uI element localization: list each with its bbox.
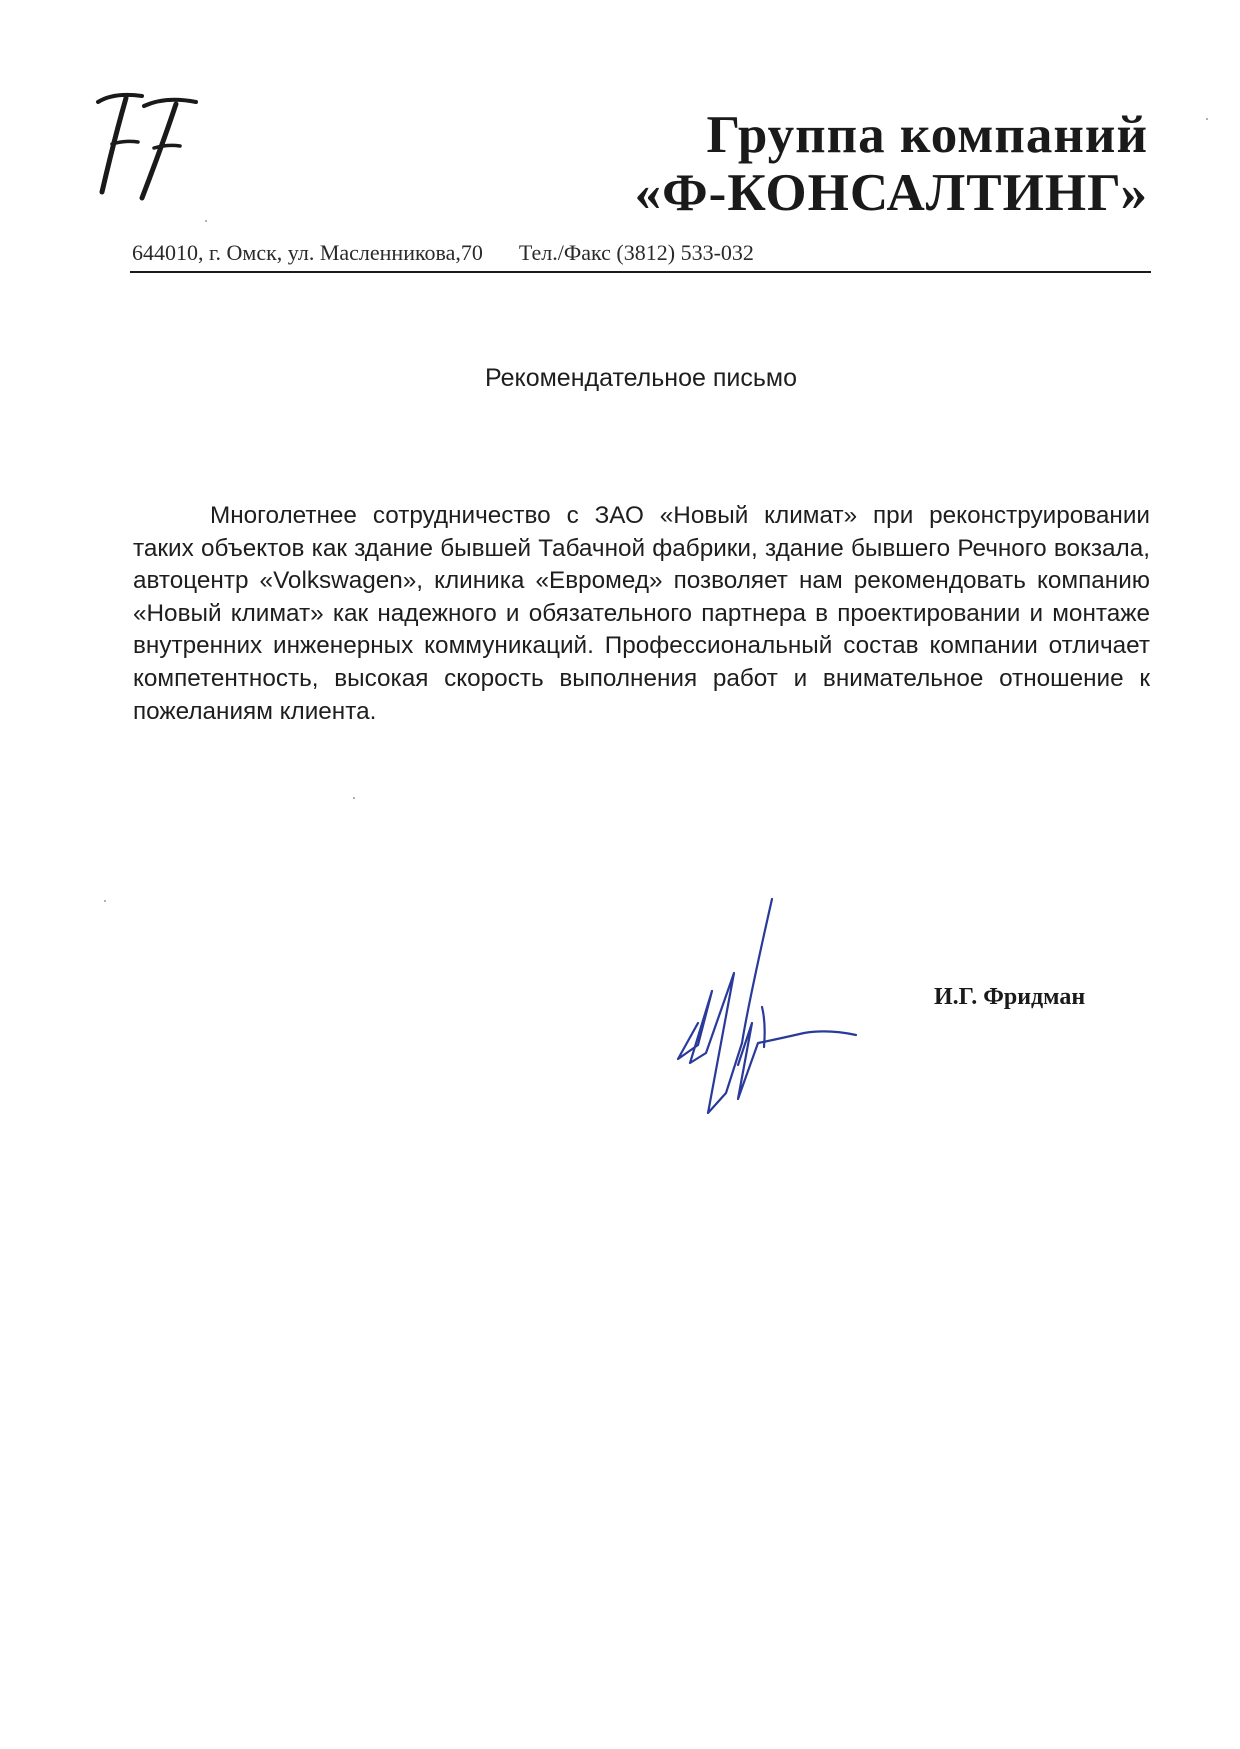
header-divider <box>130 271 1151 273</box>
company-name-line2: «Ф-КОНСАЛТИНГ» <box>634 164 1148 222</box>
company-name-line1: Группа компаний <box>706 106 1148 164</box>
letter-body: Многолетнее сотрудничество с ЗАО «Новый климат» при реконструировании таких объектов как здание бывшей Табачной фабрики, здание бывшего Речного вокзала, автоцентр «Volkswagen», клиника «Евромед» позволяет нам рекомендовать компанию «Новый климат» как надежного и обязательного партнера в проектировании и монтаже внутренних инженерных коммуникаций. Профессиональный состав компании отличает компетентность, высокая скорость выполнения работ и внимательное отношение к пожеланиям клиента. <box>133 502 1150 725</box>
scan-speck <box>1206 118 1208 120</box>
handwritten-signature-icon <box>668 893 860 1121</box>
company-logo-icon <box>92 88 202 203</box>
contact-row <box>132 240 754 266</box>
letter-title: Рекомендательное письмо <box>485 364 797 392</box>
company-phone: Тел./Факс (3812) 533-032 <box>518 240 754 265</box>
company-name <box>635 106 1148 222</box>
company-address: 644010, г. Омск, ул. Масленникова,70 <box>132 240 483 265</box>
signer-name: И.Г. Фридман <box>934 984 1086 1010</box>
scan-speck <box>353 797 355 799</box>
scan-speck <box>205 220 207 222</box>
scan-speck <box>104 900 106 902</box>
